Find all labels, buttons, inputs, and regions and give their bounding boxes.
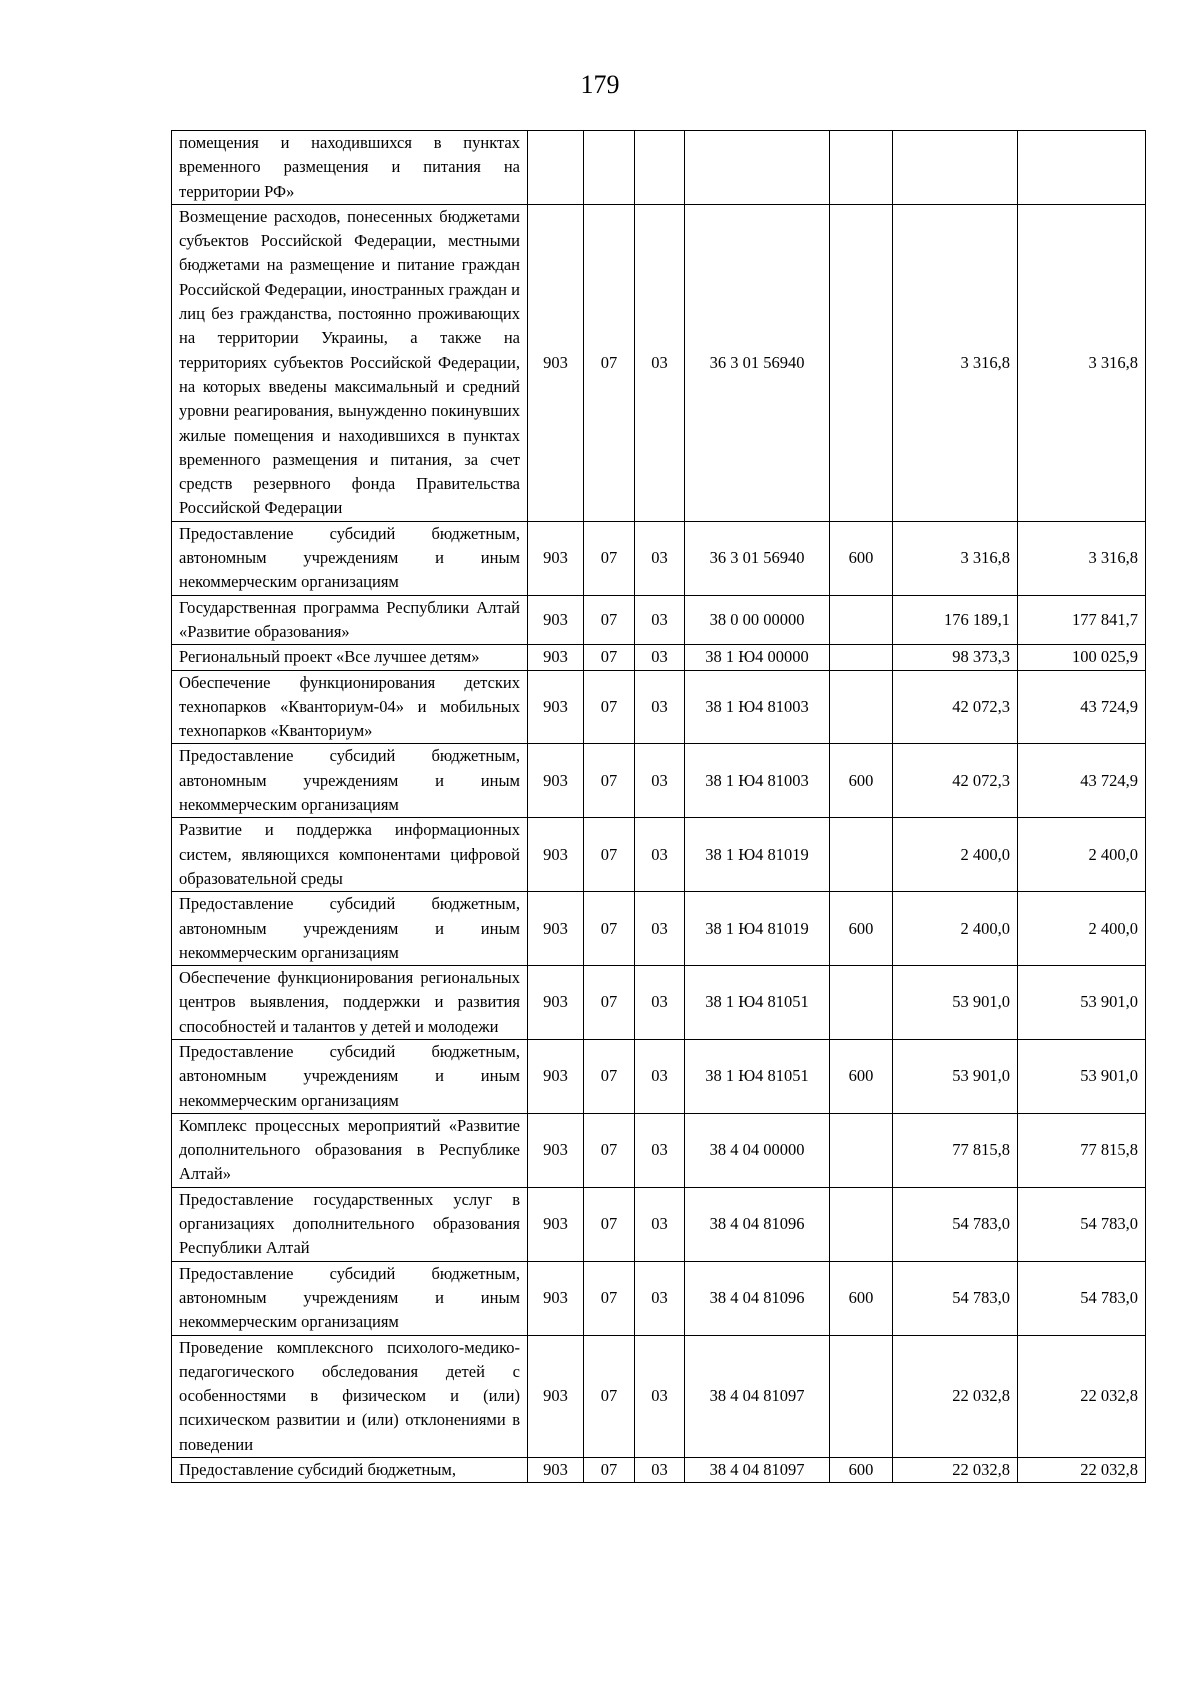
expense-type-cell: 600 (830, 744, 893, 818)
expense-name-cell: помещения и находившихся в пунктах временного размещения и питания на территории РФ» (172, 131, 528, 205)
subsection-code-cell: 03 (635, 1458, 685, 1483)
subsection-code-cell: 03 (635, 966, 685, 1040)
amount-year2-cell: 54 783,0 (1018, 1187, 1146, 1261)
expense-name-cell: Проведение комплексного психолого-медико-педагогического обследования детей с особенностями в физическом и (или) психическом развитии и (или) отклонениями в поведении (172, 1335, 528, 1457)
amount-year2-cell (1018, 131, 1146, 205)
amount-year2-cell: 43 724,9 (1018, 670, 1146, 744)
section-code-cell: 07 (584, 818, 635, 892)
ministry-code-cell: 903 (528, 645, 584, 670)
expense-type-cell: 600 (830, 892, 893, 966)
ministry-code-cell: 903 (528, 1458, 584, 1483)
subsection-code-cell: 03 (635, 521, 685, 595)
subsection-code-cell (635, 131, 685, 205)
target-article-cell: 38 4 04 81097 (685, 1458, 830, 1483)
amount-year2-cell: 177 841,7 (1018, 595, 1146, 645)
amount-year1-cell: 42 072,3 (893, 670, 1018, 744)
table-row (172, 1039, 1146, 1113)
amount-year2-cell: 43 724,9 (1018, 744, 1146, 818)
amount-year1-cell: 22 032,8 (893, 1335, 1018, 1457)
section-code-cell: 07 (584, 645, 635, 670)
target-article-cell: 38 0 00 00000 (685, 595, 830, 645)
target-article-cell: 36 3 01 56940 (685, 204, 830, 521)
ministry-code-cell: 903 (528, 1261, 584, 1335)
amount-year2-cell: 53 901,0 (1018, 1039, 1146, 1113)
amount-year1-cell: 176 189,1 (893, 595, 1018, 645)
expense-type-cell (830, 1187, 893, 1261)
expense-name-cell: Предоставление субсидий бюджетным, автономным учреждениям и иным некоммерческим организациям (172, 1039, 528, 1113)
expense-name-cell: Предоставление субсидий бюджетным, автономным учреждениям и иным некоммерческим организациям (172, 892, 528, 966)
amount-year2-cell: 53 901,0 (1018, 966, 1146, 1040)
amount-year2-cell: 2 400,0 (1018, 818, 1146, 892)
table-row (172, 1458, 1146, 1483)
ministry-code-cell: 903 (528, 966, 584, 1040)
amount-year1-cell: 22 032,8 (893, 1458, 1018, 1483)
expense-name-cell: Предоставление субсидий бюджетным, автономным учреждениям и иным некоммерческим организациям (172, 744, 528, 818)
ministry-code-cell: 903 (528, 521, 584, 595)
expense-type-cell: 600 (830, 1261, 893, 1335)
target-article-cell: 36 3 01 56940 (685, 521, 830, 595)
expense-name-cell: Региональный проект «Все лучшее детям» (172, 645, 528, 670)
ministry-code-cell (528, 131, 584, 205)
expense-name-cell: Комплекс процессных мероприятий «Развитие дополнительного образования в Республике Алтай» (172, 1113, 528, 1187)
expense-type-cell (830, 818, 893, 892)
amount-year2-cell: 2 400,0 (1018, 892, 1146, 966)
section-code-cell: 07 (584, 892, 635, 966)
section-code-cell: 07 (584, 1261, 635, 1335)
amount-year1-cell: 3 316,8 (893, 521, 1018, 595)
amount-year1-cell: 54 783,0 (893, 1261, 1018, 1335)
section-code-cell: 07 (584, 1335, 635, 1457)
subsection-code-cell: 03 (635, 818, 685, 892)
ministry-code-cell: 903 (528, 595, 584, 645)
expense-name-cell: Развитие и поддержка информационных систем, являющихся компонентами цифровой образовательной среды (172, 818, 528, 892)
table-row (172, 1261, 1146, 1335)
expense-type-cell (830, 1335, 893, 1457)
table-row (172, 818, 1146, 892)
expense-name-cell: Возмещение расходов, понесенных бюджетами субъектов Российской Федерации, местными бюджетами на размещение и питание граждан Российской Федерации, иностранных граждан и лиц без гражданства, постоянно проживающих на территории Украины, а также на территориях субъектов Российской Федерации, на которых введены максимальный и средний уровни реагирования, вынужденно покинувших жилые помещения и находившихся в пунктах временного размещения и питания, за счет средств резервного фонда Правительства Российской Федерации (172, 204, 528, 521)
amount-year1-cell: 53 901,0 (893, 1039, 1018, 1113)
expense-type-cell (830, 670, 893, 744)
expense-type-cell (830, 966, 893, 1040)
section-code-cell (584, 131, 635, 205)
section-code-cell: 07 (584, 744, 635, 818)
section-code-cell: 07 (584, 521, 635, 595)
subsection-code-cell: 03 (635, 670, 685, 744)
ministry-code-cell: 903 (528, 1187, 584, 1261)
amount-year2-cell: 3 316,8 (1018, 521, 1146, 595)
subsection-code-cell: 03 (635, 892, 685, 966)
amount-year2-cell: 3 316,8 (1018, 204, 1146, 521)
expense-name-cell: Обеспечение функционирования региональных центров выявления, поддержки и развития способностей и талантов у детей и молодежи (172, 966, 528, 1040)
table-row (172, 204, 1146, 521)
ministry-code-cell: 903 (528, 744, 584, 818)
expense-type-cell (830, 204, 893, 521)
target-article-cell (685, 131, 830, 205)
table-body (172, 131, 1146, 1483)
expense-name-cell: Предоставление государственных услуг в организациях дополнительного образования Республики Алтай (172, 1187, 528, 1261)
expense-name-cell: Предоставление субсидий бюджетным, (172, 1458, 528, 1483)
table-row (172, 131, 1146, 205)
ministry-code-cell: 903 (528, 670, 584, 744)
amount-year2-cell: 22 032,8 (1018, 1458, 1146, 1483)
expense-type-cell (830, 595, 893, 645)
expense-type-cell (830, 131, 893, 205)
section-code-cell: 07 (584, 1458, 635, 1483)
section-code-cell: 07 (584, 670, 635, 744)
target-article-cell: 38 1 Ю4 81051 (685, 1039, 830, 1113)
table-row (172, 1335, 1146, 1457)
section-code-cell: 07 (584, 595, 635, 645)
amount-year1-cell: 3 316,8 (893, 204, 1018, 521)
ministry-code-cell: 903 (528, 1113, 584, 1187)
expense-type-cell (830, 645, 893, 670)
expense-name-cell: Обеспечение функционирования детских технопарков «Кванториум-04» и мобильных технопарков «Кванториум» (172, 670, 528, 744)
subsection-code-cell: 03 (635, 744, 685, 818)
target-article-cell: 38 1 Ю4 81019 (685, 818, 830, 892)
amount-year2-cell: 100 025,9 (1018, 645, 1146, 670)
target-article-cell: 38 4 04 81096 (685, 1187, 830, 1261)
target-article-cell: 38 1 Ю4 81003 (685, 744, 830, 818)
table-row (172, 1187, 1146, 1261)
expense-name-cell: Предоставление субсидий бюджетным, автономным учреждениям и иным некоммерческим организациям (172, 521, 528, 595)
target-article-cell: 38 4 04 81097 (685, 1335, 830, 1457)
section-code-cell: 07 (584, 1187, 635, 1261)
amount-year1-cell: 2 400,0 (893, 892, 1018, 966)
amount-year1-cell: 42 072,3 (893, 744, 1018, 818)
expense-type-cell: 600 (830, 521, 893, 595)
target-article-cell: 38 1 Ю4 81051 (685, 966, 830, 1040)
subsection-code-cell: 03 (635, 204, 685, 521)
section-code-cell: 07 (584, 1113, 635, 1187)
table-row (172, 1113, 1146, 1187)
budget-table (171, 130, 1146, 1483)
page-number: 179 (580, 70, 620, 99)
expense-type-cell: 600 (830, 1039, 893, 1113)
ministry-code-cell: 903 (528, 1335, 584, 1457)
amount-year1-cell: 2 400,0 (893, 818, 1018, 892)
amount-year1-cell: 53 901,0 (893, 966, 1018, 1040)
amount-year2-cell: 77 815,8 (1018, 1113, 1146, 1187)
subsection-code-cell: 03 (635, 1113, 685, 1187)
target-article-cell: 38 4 04 00000 (685, 1113, 830, 1187)
table-row (172, 744, 1146, 818)
amount-year2-cell: 22 032,8 (1018, 1335, 1146, 1457)
target-article-cell: 38 1 Ю4 81019 (685, 892, 830, 966)
table-row (172, 521, 1146, 595)
ministry-code-cell: 903 (528, 818, 584, 892)
amount-year1-cell (893, 131, 1018, 205)
table-row (172, 645, 1146, 670)
expense-type-cell (830, 1113, 893, 1187)
amount-year1-cell: 98 373,3 (893, 645, 1018, 670)
section-code-cell: 07 (584, 966, 635, 1040)
section-code-cell: 07 (584, 204, 635, 521)
amount-year2-cell: 54 783,0 (1018, 1261, 1146, 1335)
subsection-code-cell: 03 (635, 1187, 685, 1261)
expense-type-cell: 600 (830, 1458, 893, 1483)
subsection-code-cell: 03 (635, 1039, 685, 1113)
amount-year1-cell: 54 783,0 (893, 1187, 1018, 1261)
ministry-code-cell: 903 (528, 1039, 584, 1113)
expense-name-cell: Государственная программа Республики Алтай «Развитие образования» (172, 595, 528, 645)
ministry-code-cell: 903 (528, 204, 584, 521)
amount-year1-cell: 77 815,8 (893, 1113, 1018, 1187)
table-row (172, 892, 1146, 966)
target-article-cell: 38 1 Ю4 00000 (685, 645, 830, 670)
expense-name-cell: Предоставление субсидий бюджетным, автономным учреждениям и иным некоммерческим организациям (172, 1261, 528, 1335)
target-article-cell: 38 4 04 81096 (685, 1261, 830, 1335)
target-article-cell: 38 1 Ю4 81003 (685, 670, 830, 744)
table-row (172, 595, 1146, 645)
table-row (172, 670, 1146, 744)
subsection-code-cell: 03 (635, 595, 685, 645)
section-code-cell: 07 (584, 1039, 635, 1113)
subsection-code-cell: 03 (635, 1261, 685, 1335)
ministry-code-cell: 903 (528, 892, 584, 966)
table-row (172, 966, 1146, 1040)
subsection-code-cell: 03 (635, 1335, 685, 1457)
subsection-code-cell: 03 (635, 645, 685, 670)
